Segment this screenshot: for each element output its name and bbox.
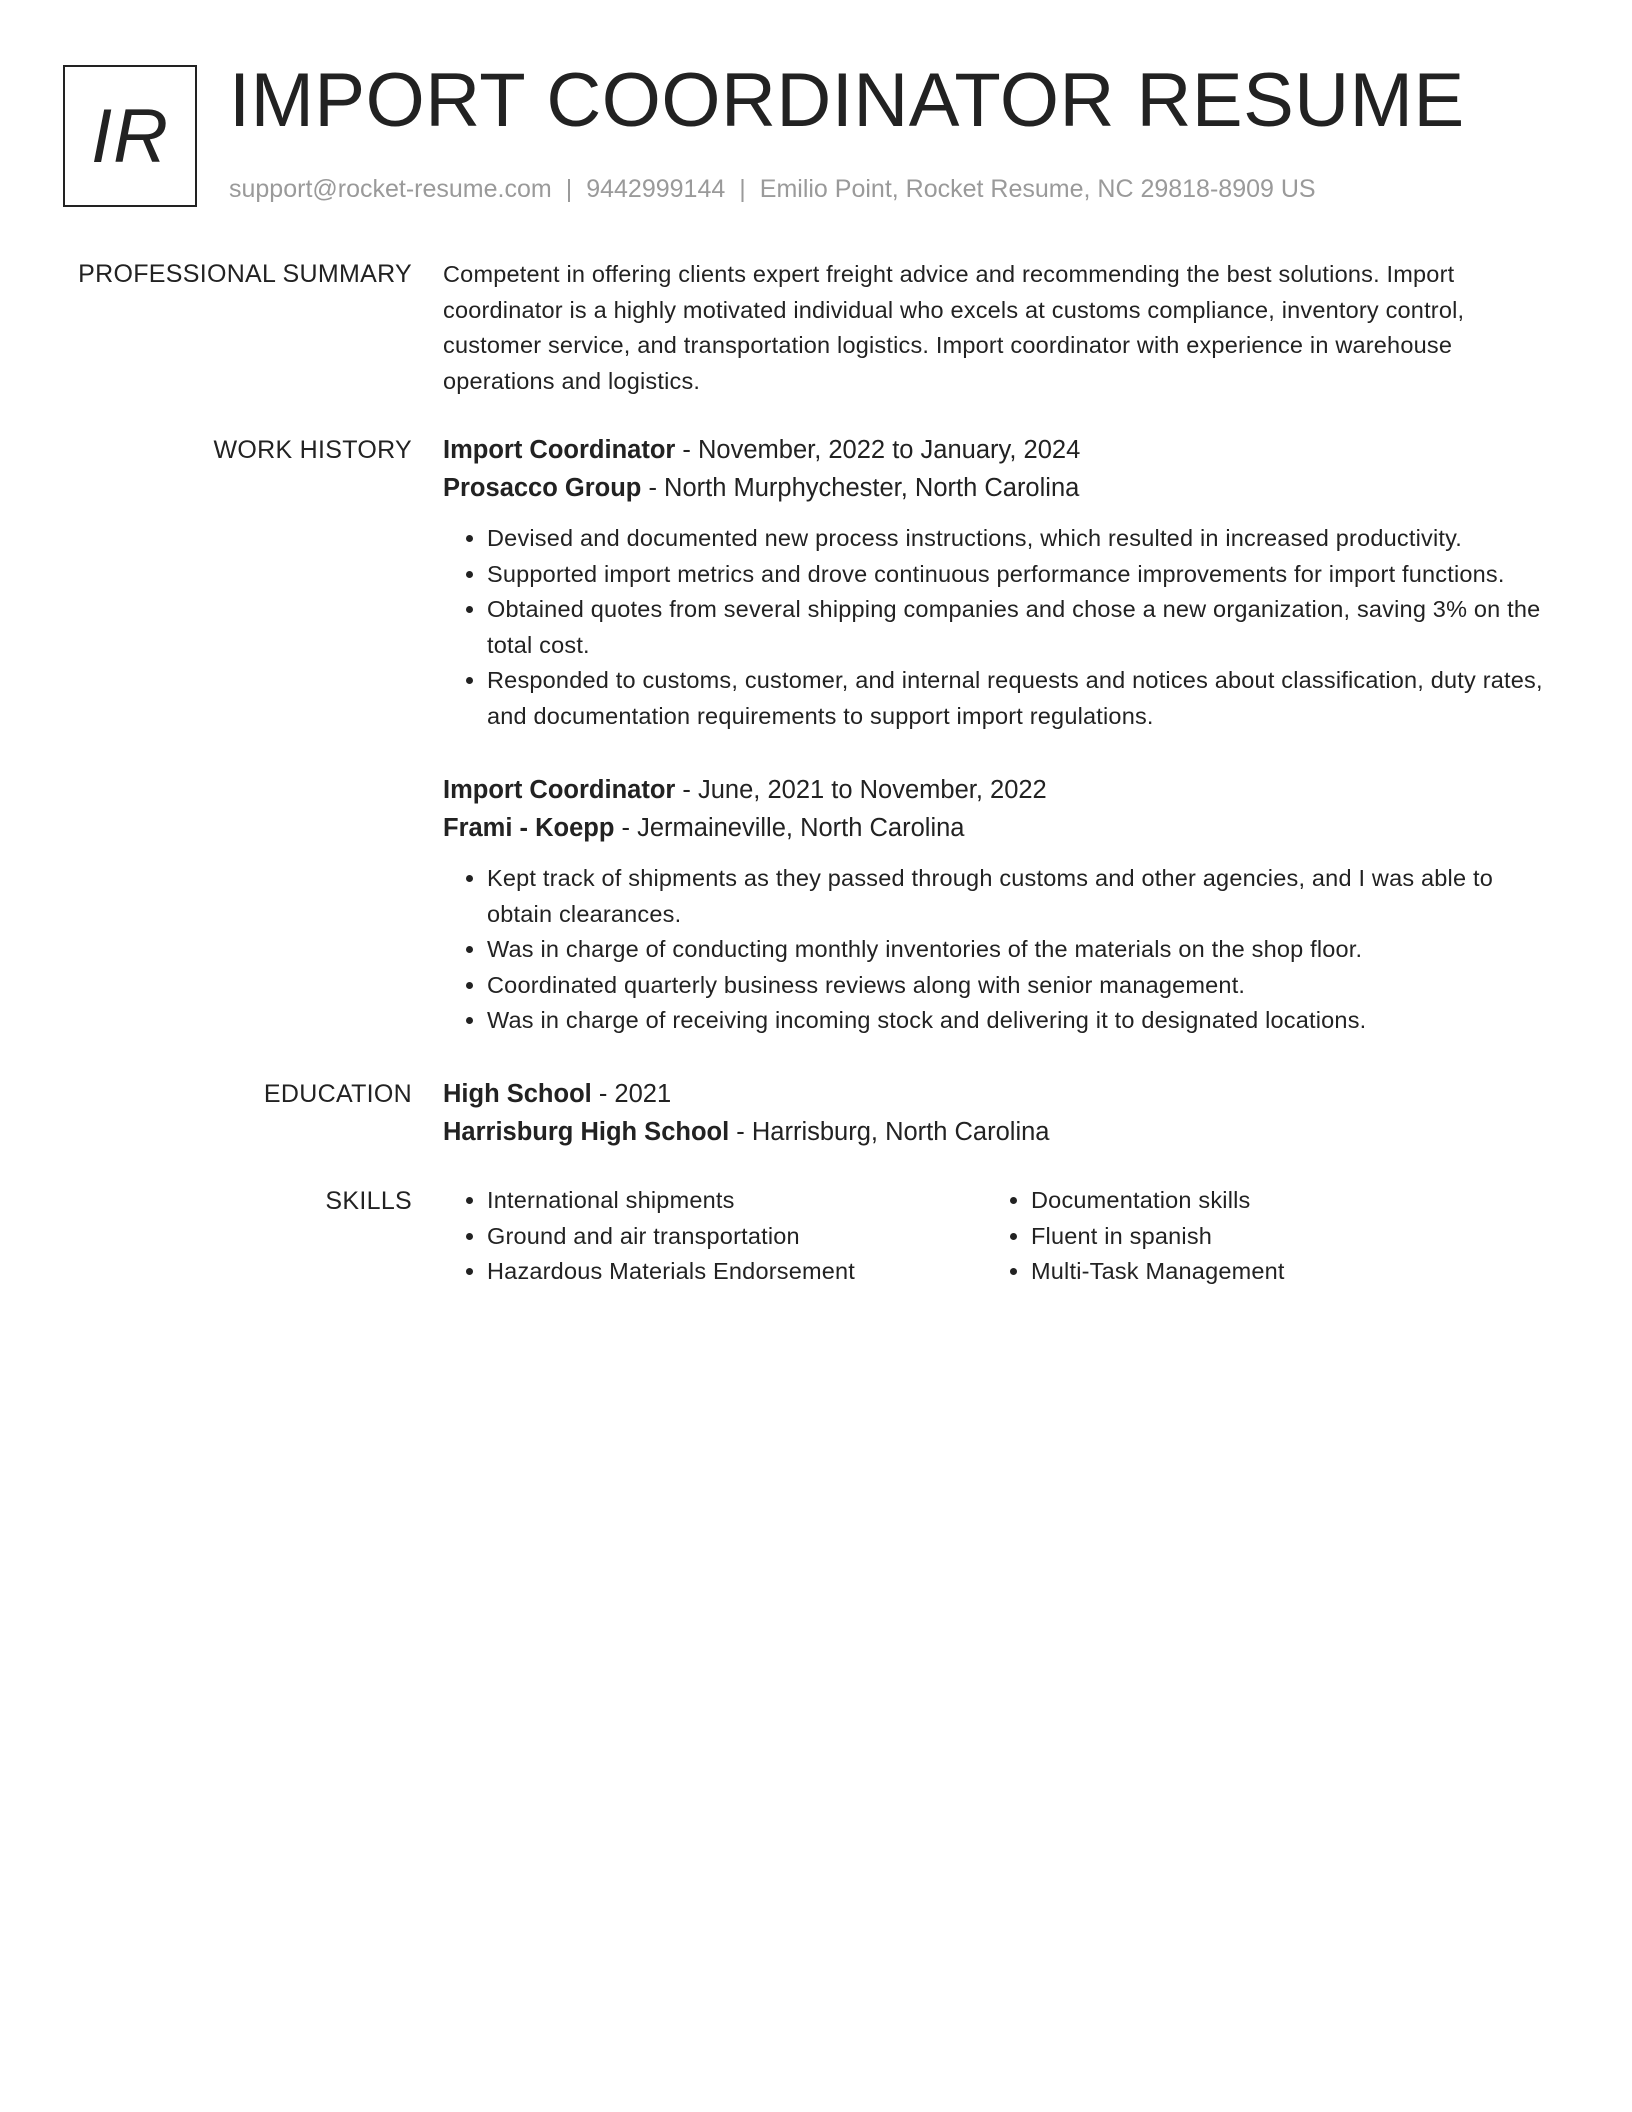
skill-item: • Fluent in spanish (1031, 1219, 1531, 1255)
section-label-work-history: WORK HISTORY (213, 436, 412, 464)
page-title: IMPORT COORDINATOR RESUME (229, 58, 1465, 143)
job-entry (443, 431, 1563, 734)
contact-separator: | (565, 175, 573, 203)
skills-column-right (987, 1183, 1531, 1290)
job-bullet: • Responded to customs, customer, and internal requests and notices about classification, duty rates, and documentation requirements to support import regulations. (487, 663, 1563, 734)
job-entry (443, 771, 1563, 1039)
job-bullet: • Was in charge of conducting monthly inventories of the materials on the shop floor. (487, 932, 1563, 968)
skill-item: • International shipments (487, 1183, 987, 1219)
skills-list (987, 1183, 1531, 1290)
summary-text: Competent in offering clients expert freight advice and recommending the best solutions. Import coordinator is a highly motivated individual who excels at customs compliance, inventory control, customer service, and transportation logistics. Import coordinator with experience in warehouse operations and logistics. (443, 261, 1465, 394)
contact-address: Emilio Point, Rocket Resume, NC 29818-8909 US (759, 175, 1316, 203)
job-bullets (443, 521, 1563, 734)
job-company-line (443, 809, 1563, 847)
skill-item: • Multi-Task Management (1031, 1254, 1531, 1290)
job-location: - Jermaineville, North Carolina (614, 814, 965, 842)
skills-column-left (443, 1183, 987, 1290)
job-company: Frami - Koepp (443, 814, 615, 842)
section-education (443, 1075, 1563, 1151)
education-location: - Harrisburg, North Carolina (729, 1118, 1050, 1146)
section-work-history (443, 431, 1563, 734)
contact-phone: 9442999144 (586, 175, 726, 203)
job-company-line (443, 469, 1563, 507)
education-school: Harrisburg High School (443, 1118, 730, 1146)
job-dates: - June, 2021 to November, 2022 (675, 776, 1047, 804)
contact-separator: | (739, 175, 746, 203)
monogram-logo: IR (63, 65, 197, 207)
job-location: - North Murphychester, North Carolina (641, 474, 1080, 502)
section-skills (443, 1183, 1563, 1290)
job-title-line (443, 771, 1563, 809)
job-title: Import Coordinator (443, 776, 676, 804)
job-bullet: • Devised and documented new process instructions, which resulted in increased productivity. (487, 521, 1563, 557)
job-bullet: • Obtained quotes from several shipping companies and chose a new organization, saving 3% on the total cost. (487, 592, 1563, 663)
skill-item: • Ground and air transportation (487, 1219, 987, 1255)
section-label-skills: SKILLS (325, 1187, 412, 1215)
section-summary (443, 257, 1563, 399)
skill-item: • Hazardous Materials Endorsement (487, 1254, 987, 1290)
section-work-history-2 (443, 771, 1563, 1039)
education-year: - 2021 (591, 1080, 672, 1108)
job-title: Import Coordinator (443, 436, 676, 464)
job-bullet: • Kept track of shipments as they passed through customs and other agencies, and I was able to obtain clearances. (487, 861, 1563, 932)
section-label-education: EDUCATION (263, 1080, 412, 1108)
job-title-line (443, 431, 1563, 469)
skill-item: • Documentation skills (1031, 1183, 1531, 1219)
job-bullet: • Was in charge of receiving incoming stock and delivering it to designated locations. (487, 1003, 1563, 1039)
contact-email: support@rocket-resume.com (229, 175, 552, 203)
job-bullet: • Coordinated quarterly business reviews along with senior management. (487, 968, 1563, 1004)
skills-columns (443, 1183, 1563, 1290)
education-school-line (443, 1113, 1563, 1151)
contact-line (229, 172, 1316, 206)
skills-list (443, 1183, 987, 1290)
education-degree-line (443, 1075, 1563, 1113)
job-company: Prosacco Group (443, 474, 642, 502)
job-bullets (443, 861, 1563, 1039)
job-dates: - November, 2022 to January, 2024 (675, 436, 1081, 464)
section-label-summary: PROFESSIONAL SUMMARY (78, 260, 412, 288)
job-bullet: • Supported import metrics and drove continuous performance improvements for import functions. (487, 557, 1563, 593)
education-degree: High School (443, 1080, 592, 1108)
